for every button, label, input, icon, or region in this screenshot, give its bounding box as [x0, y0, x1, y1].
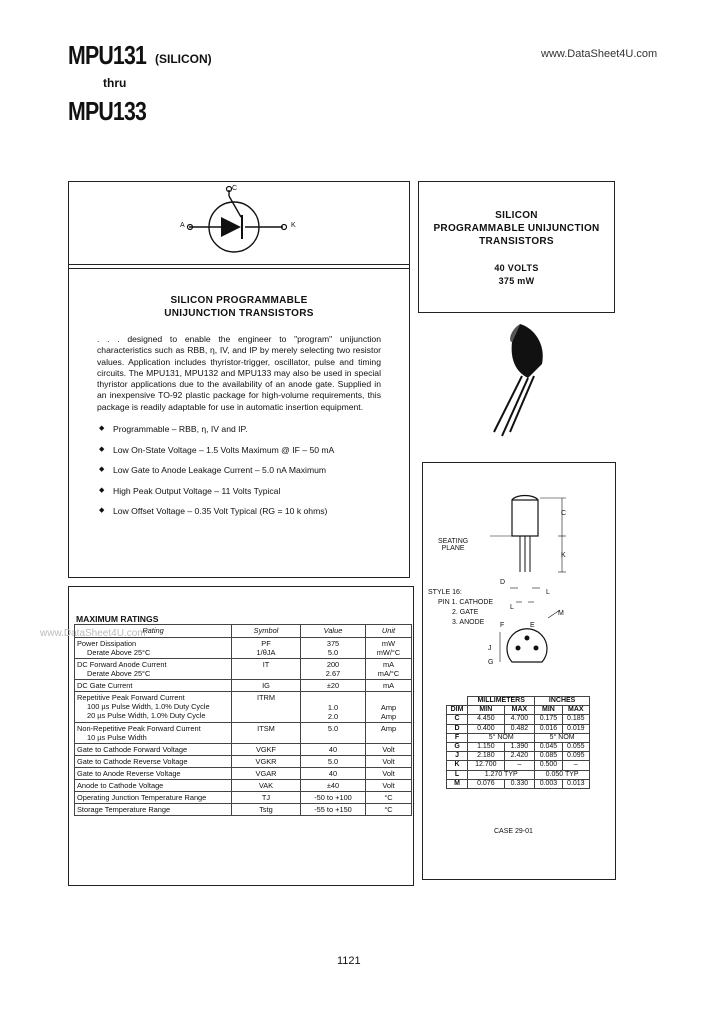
value-text: 5.0	[327, 648, 339, 657]
package-drawing-icon	[430, 492, 610, 682]
unit-text: Amp	[366, 723, 412, 744]
table-row	[75, 659, 412, 680]
col-value: Value	[301, 625, 366, 638]
put-symbol-icon	[69, 182, 409, 268]
rating-text: Storage Temperature Range	[75, 804, 232, 816]
unit-text: mW	[381, 639, 396, 648]
seating-plane-label: SEATING PLANE	[438, 538, 469, 552]
col-symbol: Symbol	[232, 625, 301, 638]
case-label: CASE 29-01	[494, 828, 533, 835]
table-row	[75, 723, 412, 744]
ratings-title: MAXIMUM RATINGS	[76, 614, 159, 624]
value-text: 2.67	[325, 669, 341, 678]
symbol-text: ITSM	[232, 723, 301, 744]
dim-header: DIM	[447, 706, 468, 715]
feature-item: ◆ High Peak Output Voltage – 11 Volts Typical	[99, 485, 381, 506]
rating-text: Gate to Cathode Forward Voltage	[75, 744, 232, 756]
symbol-text: TJ	[232, 792, 301, 804]
rating-text: Anode to Cathode Voltage	[75, 780, 232, 792]
rating-text: Derate Above 25°C	[87, 669, 151, 678]
dim-label-l2: L	[510, 604, 514, 611]
summary-line1: SILICON	[495, 210, 538, 221]
to92-package-icon	[480, 320, 560, 440]
ratings-table	[74, 624, 412, 816]
symbol-text: VGAR	[232, 768, 301, 780]
source-url[interactable]: www.DataSheet4U.com	[541, 48, 658, 60]
description-box	[68, 264, 410, 578]
dim-label-j: J	[488, 645, 492, 652]
unit-text: Volt	[366, 744, 412, 756]
unit-text: Volt	[366, 756, 412, 768]
watermark: www.DataSheet4U.com	[40, 628, 146, 639]
value-text: 40	[301, 768, 366, 780]
dim-label-e: E	[530, 622, 535, 629]
unit-text: mA	[382, 660, 395, 669]
table-row: F 5° NOM 5° NOM	[447, 733, 590, 742]
symbol-text: VAK	[232, 780, 301, 792]
rating-text: Non-Repetitive Peak Forward Current	[77, 724, 201, 733]
material-label: (SILICON)	[155, 52, 212, 66]
table-row: M 0.076 0.330 0.003 0.013	[447, 779, 590, 788]
thru-label: thru	[103, 76, 127, 90]
value-text: -50 to +100	[301, 792, 366, 804]
symbol-label-a: A	[180, 222, 185, 229]
value-text: 375	[326, 639, 340, 648]
value-text: -55 to +150	[301, 804, 366, 816]
table-row	[75, 780, 412, 792]
value-text: 1.0	[327, 703, 339, 712]
symbol-text: IT	[262, 660, 270, 669]
table-row: L 1.270 TYP 0.050 TYP	[447, 770, 590, 779]
feature-item: ◆ Programmable – RBB, η, IV and IP.	[99, 423, 381, 444]
pin-style-legend: STYLE 16: PIN 1. CATHODE 2. GATE 3. ANODE	[428, 589, 494, 626]
symbol-label-c: C	[232, 185, 238, 192]
mm-group-header: MILLIMETERS	[468, 697, 535, 706]
inch-group-header: INCHES	[535, 697, 590, 706]
table-row	[75, 792, 412, 804]
unit-text: mA	[366, 680, 412, 692]
feature-item: ◆ Low Offset Voltage – 0.35 Volt Typical (RG = 10 k ohms)	[99, 505, 381, 526]
feature-item: ◆ Low On-State Voltage – 1.5 Volts Maximum @ IF – 50 mA	[99, 444, 381, 465]
table-row	[75, 680, 412, 692]
value-text: 40	[301, 744, 366, 756]
part-number-first: MPU131	[68, 40, 147, 70]
symbol-label-k: K	[291, 222, 296, 229]
dim-header: MAX	[504, 706, 535, 715]
feature-item: ◆ Low Gate to Anode Leakage Current – 5.0 nA Maximum	[99, 464, 381, 485]
dim-label-f: F	[500, 622, 505, 629]
table-row: J 2.180 2.420 0.085 0.095	[447, 752, 590, 761]
table-row: D 0.400 0.482 0.016 0.019	[447, 724, 590, 733]
rating-text: 10 µs Pulse Width	[87, 733, 147, 742]
value-text: 5.0	[301, 756, 366, 768]
symbol-text: Tstg	[232, 804, 301, 816]
value-text: 200	[326, 660, 340, 669]
rating-text: DC Forward Anode Current	[77, 660, 167, 669]
symbol-text: 1/θJA	[256, 648, 276, 657]
summary-box	[418, 181, 615, 313]
value-text: ±20	[301, 680, 366, 692]
dim-label-c: C	[561, 510, 567, 517]
table-row	[75, 638, 412, 659]
symbol-box	[68, 181, 410, 269]
table-row	[75, 756, 412, 768]
feature-list	[99, 423, 381, 526]
symbol-text: IG	[232, 680, 301, 692]
unit-text: Volt	[366, 780, 412, 792]
description-body: . . . designed to enable the engineer to "program" unijunction characteristics such as RBB, η, IV, and IP by merely selecting two resistor values. Application includes thyristor-trigger, oscillator, pulse and timing circuits. The MPU131, MPU132 and MPU133 may also be used in special thyristor applications due to the availability of an anode gate. Supplied in an inexpensive TO-92 plastic package for high-volume requirements, this package is readily adaptable for use in automatic insertion equipment.	[97, 334, 381, 412]
rating-text: Power Dissipation	[77, 639, 137, 648]
table-row	[75, 692, 412, 723]
page-number: 1121	[337, 955, 361, 967]
unit-text: mA/°C	[377, 669, 400, 678]
rating-text: Gate to Cathode Reverse Voltage	[75, 756, 232, 768]
table-row	[75, 768, 412, 780]
symbol-text: VGKR	[232, 756, 301, 768]
unit-text: Amp	[380, 703, 397, 712]
symbol-text: PF	[261, 639, 271, 648]
rating-text: Gate to Anode Reverse Voltage	[75, 768, 232, 780]
dim-label-g: G	[488, 659, 494, 666]
unit-text: Amp	[380, 712, 397, 721]
table-row: C 4.450 4.700 0.175 0.185	[447, 715, 590, 724]
rating-text: Repetitive Peak Forward Current	[77, 693, 185, 702]
unit-text: mW/°C	[376, 648, 401, 657]
unit-text: °C	[366, 792, 412, 804]
description-heading-1: SILICON PROGRAMMABLE	[170, 295, 308, 306]
dim-header: MAX	[562, 706, 589, 715]
summary-power: 375 mW	[498, 276, 535, 286]
rating-text: 100 µs Pulse Width, 1.0% Duty Cycle	[87, 702, 210, 711]
value-text: 2.0	[327, 712, 339, 721]
dim-label-m: M	[558, 610, 564, 617]
summary-volts: 40 VOLTS	[494, 263, 539, 273]
unit-text: °C	[366, 804, 412, 816]
col-unit: Unit	[366, 625, 412, 638]
dim-header: MIN	[468, 706, 505, 715]
table-row: K 12.700 – 0.500 –	[447, 761, 590, 770]
rating-text: Operating Junction Temperature Range	[75, 792, 232, 804]
dim-label-d: D	[500, 579, 506, 586]
table-row	[75, 804, 412, 816]
table-row	[75, 744, 412, 756]
dim-label-k: K	[561, 552, 566, 559]
description-heading-2: UNIJUNCTION TRANSISTORS	[164, 308, 314, 319]
col-rating: Rating	[75, 625, 232, 638]
rating-text: Derate Above 25°C	[87, 648, 151, 657]
rating-text: DC Gate Current	[75, 680, 232, 692]
part-number-last: MPU133	[68, 96, 147, 126]
dimensions-table	[446, 696, 590, 789]
symbol-text: VGKF	[232, 744, 301, 756]
dim-label-l: L	[546, 589, 550, 596]
dim-header: MIN	[535, 706, 562, 715]
summary-line2: PROGRAMMABLE UNIJUNCTION	[433, 223, 600, 234]
rating-text: 20 µs Pulse Width, 1.0% Duty Cycle	[87, 711, 206, 720]
table-row: G 1.150 1.390 0.045 0.055	[447, 742, 590, 751]
unit-text: Volt	[366, 768, 412, 780]
value-text: 5.0	[301, 723, 366, 744]
symbol-text: ITRM	[232, 692, 301, 723]
summary-line3: TRANSISTORS	[479, 236, 554, 247]
value-text: ±40	[301, 780, 366, 792]
